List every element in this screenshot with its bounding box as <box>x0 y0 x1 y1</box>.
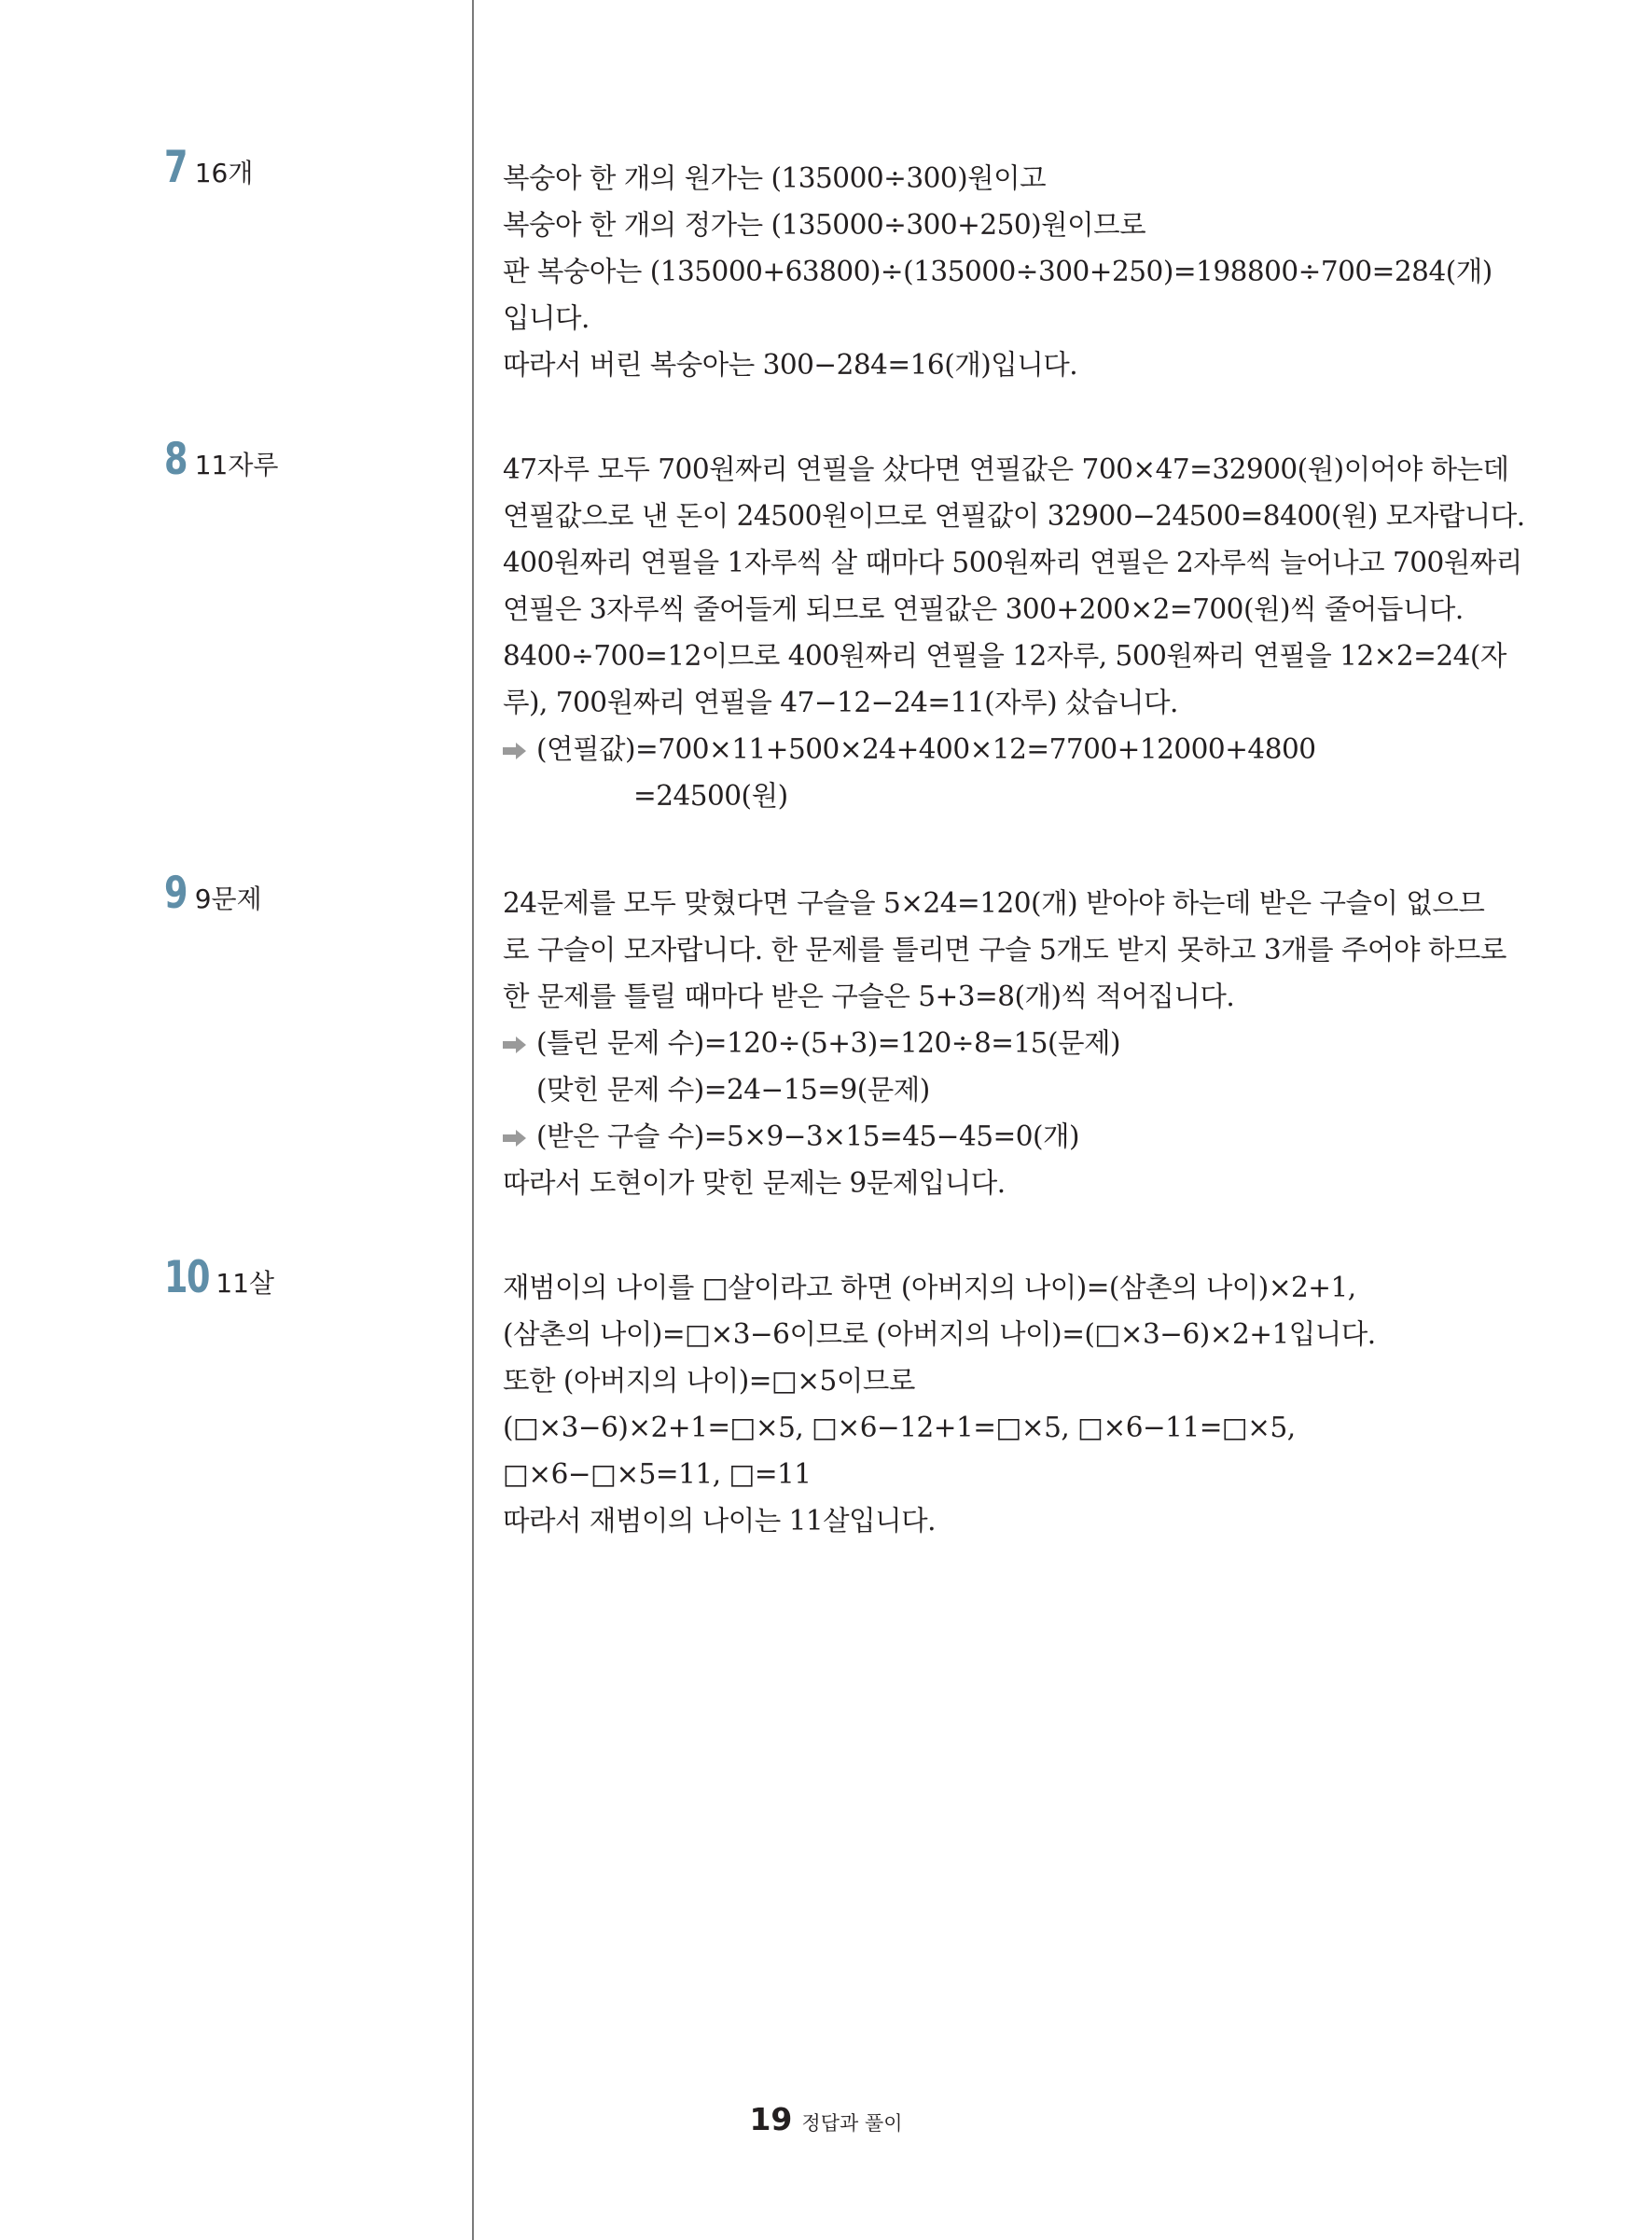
page-footer <box>0 2101 1652 2137</box>
final-answer: 11자루 <box>194 450 279 480</box>
solution-9 <box>503 880 1506 1206</box>
final-answer: 16개 <box>194 158 254 188</box>
final-answer: 9문제 <box>194 883 262 914</box>
solution-line: 따라서 도현이가 맞힌 문제는 9문제입니다. <box>503 1167 1006 1199</box>
solution-line-arrow <box>503 1020 1492 1066</box>
problem-number: 10 <box>164 1252 209 1303</box>
problem-number: 8 <box>164 434 187 485</box>
final-answer: 11살 <box>215 1268 275 1299</box>
solution-line: 400원짜리 연필을 1자루씩 살 때마다 500원짜리 연필은 2자루씩 늘어나고 700원짜리 <box>503 547 1522 578</box>
solution-line: (□×3−6)×2+1=□×5, □×6−12+1=□×5, □×6−11=□×5, <box>503 1412 1296 1443</box>
column-divider <box>472 0 474 2240</box>
solution-line: 47자루 모두 700원짜리 연필을 샀다면 연필값은 700×47=32900(원)이어야 하는데 <box>503 453 1509 485</box>
solution-line-text: (받은 구슬 수)=5×9−3×15=45−45=0(개) <box>536 1120 1079 1152</box>
problem-number: 9 <box>164 868 187 919</box>
solution-line-arrow <box>503 726 1492 772</box>
solution-7 <box>503 155 1492 388</box>
solution-line: 연필은 3자루씩 줄어들게 되므로 연필값은 300+200×2=700(원)씩 줄어듭니다. <box>503 593 1464 625</box>
answer-header-8 <box>164 434 278 485</box>
solution-line: 연필값으로 낸 돈이 24500원이므로 연필값이 32900−24500=8400(원) 모자랍니다. <box>503 500 1525 532</box>
solution-line: 따라서 재범이의 나이는 11살입니다. <box>503 1505 937 1537</box>
solution-line: (맞힌 문제 수)=24−15=9(문제) <box>536 1074 930 1106</box>
answer-header-10 <box>164 1252 274 1303</box>
solution-line: 루), 700원짜리 연필을 47−12−24=11(자루) 샀습니다. <box>503 687 1178 718</box>
solution-line-arrow <box>503 1113 1492 1160</box>
solution-line: 복숭아 한 개의 원가는 (135000÷300)원이고 <box>503 162 1047 194</box>
solution-8 <box>503 446 1525 819</box>
solution-line: 또한 (아버지의 나이)=□×5이므로 <box>503 1365 915 1397</box>
right-arrow-icon <box>503 1036 527 1054</box>
right-arrow-icon <box>503 1129 527 1148</box>
answer-header-9 <box>164 868 262 919</box>
solution-line: 로 구슬이 모자랍니다. 한 문제를 틀리면 구슬 5개도 받지 못하고 3개를 주어야 하므로 <box>503 934 1506 966</box>
solution-line: 8400÷700=12이므로 400원짜리 연필을 12자루, 500원짜리 연필을 12×2=24(자 <box>503 640 1506 672</box>
problem-number: 7 <box>164 142 187 193</box>
solution-line: 따라서 버린 복숭아는 300−284=16(개)입니다. <box>503 349 1078 381</box>
solution-line: 판 복숭아는 (135000+63800)÷(135000÷300+250)=198800÷700=284(개) <box>503 256 1492 287</box>
solution-line: 재범이의 나이를 □살이라고 하면 (아버지의 나이)=(삼촌의 나이)×2+1, <box>503 1272 1356 1303</box>
right-arrow-icon <box>503 742 527 760</box>
solution-line: =24500(원) <box>633 780 788 812</box>
page-number: 19 <box>749 2101 793 2137</box>
solution-line-text: (연필값)=700×11+500×24+400×12=7700+12000+4800 <box>536 733 1316 765</box>
footer-label: 정답과 풀이 <box>801 2112 903 2135</box>
solution-line: 한 문제를 틀릴 때마다 받은 구슬은 5+3=8(개)씩 적어집니다. <box>503 981 1235 1012</box>
answer-header-7 <box>164 142 253 193</box>
solution-line: 24문제를 모두 맞혔다면 구슬을 5×24=120(개) 받아야 하는데 받은 구슬이 없으므 <box>503 887 1485 919</box>
solution-line: □×6−□×5=11, □=11 <box>503 1458 812 1490</box>
solution-10 <box>503 1264 1492 1544</box>
solution-line: (삼촌의 나이)=□×3−6이므로 (아버지의 나이)=(□×3−6)×2+1입니다. <box>503 1318 1376 1350</box>
solution-line: 입니다. <box>503 302 590 334</box>
solution-line-text: (틀린 문제 수)=120÷(5+3)=120÷8=15(문제) <box>536 1027 1121 1059</box>
solution-line: 복숭아 한 개의 정가는 (135000÷300+250)원이므로 <box>503 209 1146 241</box>
